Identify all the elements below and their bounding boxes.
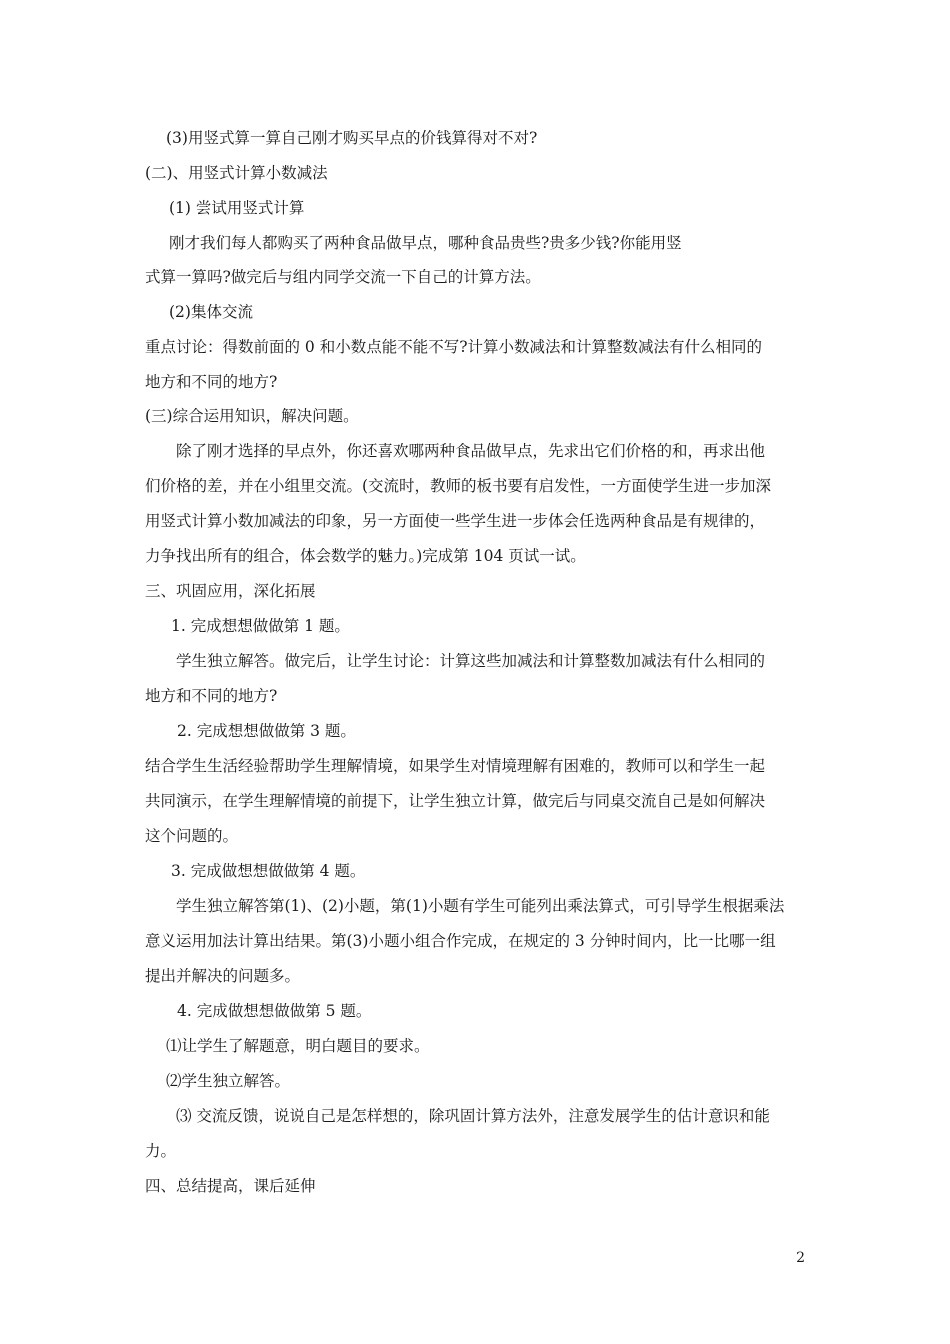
text-line: 们价格的差，并在小组里交流。(交流时，教师的板书要有启发性，一方面使学生进一步加深 xyxy=(145,477,772,495)
text-line: 地方和不同的地方? xyxy=(145,373,278,391)
section-heading: (二)、用竖式计算小数减法 xyxy=(145,164,328,182)
text-line: 学生独立解答第(1)、(2)小题，第(1)小题有学生可能列出乘法算式，可引导学生根据乘法 xyxy=(176,897,785,915)
text-line: 学生独立解答。做完后，让学生讨论：计算这些加减法和计算整数加减法有什么相同的 xyxy=(176,652,766,670)
section-heading: (三)综合运用知识，解决问题。 xyxy=(145,407,359,425)
section-heading: 四、总结提高，课后延伸 xyxy=(145,1177,316,1195)
text-line: ⑴让学生了解题意，明白题目的要求。 xyxy=(166,1037,430,1055)
text-line: 力争找出所有的组合，体会数学的魅力。)完成第 104 页试一试。 xyxy=(145,547,586,565)
text-line: 力。 xyxy=(145,1142,177,1160)
text-line: 地方和不同的地方? xyxy=(145,687,278,705)
text-line: ⑵学生独立解答。 xyxy=(166,1072,291,1090)
text-line: 刚才我们每人都购买了两种食品做早点，哪种食品贵些?贵多少钱?你能用竖 xyxy=(169,234,682,252)
text-line: 重点讨论：得数前面的 0 和小数点能不能不写?计算小数减法和计算整数减法有什么相同的 xyxy=(145,338,763,356)
section-heading: 三、巩固应用，深化拓展 xyxy=(145,582,316,600)
text-line: 2. 完成想想做做第 3 题。 xyxy=(177,722,356,740)
text-line: 意义运用加法计算出结果。第(3)小题小组合作完成，在规定的 3 分钟时间内，比一比哪一组 xyxy=(145,932,776,950)
text-line: 1. 完成想想做做第 1 题。 xyxy=(171,617,350,635)
text-line: ⑶ 交流反馈，说说自己是怎样想的，除巩固计算方法外，注意发展学生的估计意识和能 xyxy=(176,1107,770,1125)
text-line: 用竖式计算小数加减法的印象，另一方面使一些学生进一步体会任选两种食品是有规律的， xyxy=(145,512,766,530)
text-line: 4. 完成做想想做做第 5 题。 xyxy=(177,1002,372,1020)
text-line: 3. 完成做想想做做第 4 题。 xyxy=(171,862,366,880)
text-line: 除了刚才选择的早点外，你还喜欢哪两种食品做早点，先求出它们价格的和，再求出他 xyxy=(176,442,766,460)
text-line: 式算一算吗?做完后与组内同学交流一下自己的计算方法。 xyxy=(145,268,541,286)
text-line: 提出并解决的问题多。 xyxy=(145,967,301,985)
text-line: (2)集体交流 xyxy=(169,303,253,321)
page-number: 2 xyxy=(796,1250,805,1266)
text-line: 共同演示，在学生理解情境的前提下，让学生独立计算，做完后与同桌交流自己是如何解决 xyxy=(145,792,766,810)
text-line: (3)用竖式算一算自己刚才购买早点的价钱算得对不对? xyxy=(166,129,538,147)
text-line: 结合学生生活经验帮助学生理解情境，如果学生对情境理解有困难的，教师可以和学生一起 xyxy=(145,757,766,775)
text-line: 这个问题的。 xyxy=(145,827,239,845)
text-line: (1) 尝试用竖式计算 xyxy=(169,199,305,217)
